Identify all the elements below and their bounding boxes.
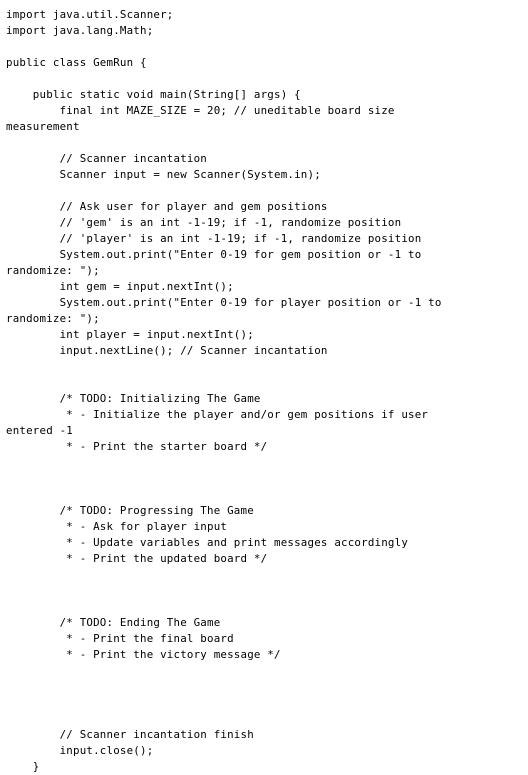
- code-line: [6, 471, 522, 487]
- code-line: /* TODO: Ending The Game: [6, 616, 221, 629]
- code-line: // 'gem' is an int -1-19; if -1, randomize position: [6, 216, 402, 229]
- code-line: [6, 487, 522, 503]
- code-line: import java.lang.Math;: [6, 24, 154, 37]
- code-line: input.nextLine(); // Scanner incantation: [6, 344, 328, 357]
- code-line: measurement: [6, 120, 80, 133]
- code-line: // Scanner incantation finish: [6, 728, 254, 741]
- code-line: [6, 583, 522, 599]
- code-line: [6, 135, 522, 151]
- code-line: }: [6, 760, 40, 773]
- code-line: [6, 71, 522, 87]
- code-line: // Ask user for player and gem positions: [6, 200, 328, 213]
- code-line: public class GemRun {: [6, 56, 147, 69]
- code-line: Scanner input = new Scanner(System.in);: [6, 168, 321, 181]
- code-line: * - Print the updated board */: [6, 552, 268, 565]
- code-line: int player = input.nextInt();: [6, 328, 254, 341]
- code-line: * - Print the starter board */: [6, 440, 268, 453]
- code-line: * - Print the final board: [6, 632, 234, 645]
- code-line: [6, 359, 522, 375]
- code-line: * - Update variables and print messages accordingly: [6, 536, 409, 549]
- code-line: [6, 375, 522, 391]
- code-line: input.close();: [6, 744, 154, 757]
- code-line: /* TODO: Initializing The Game: [6, 392, 261, 405]
- code-line: [6, 39, 522, 55]
- code-line: import java.util.Scanner;: [6, 8, 174, 21]
- code-line: int gem = input.nextInt();: [6, 280, 234, 293]
- code-line: [6, 695, 522, 711]
- code-line: System.out.print("Enter 0-19 for player position or -1 to: [6, 296, 442, 309]
- code-line: final int MAZE_SIZE = 20; // uneditable board size: [6, 104, 395, 117]
- code-line: * - Print the victory message */: [6, 648, 281, 661]
- code-line: /* TODO: Progressing The Game: [6, 504, 254, 517]
- code-line: * - Initialize the player and/or gem positions if user: [6, 408, 429, 421]
- code-line: [6, 663, 522, 679]
- code-line: * - Ask for player input: [6, 520, 228, 533]
- code-line: // 'player' is an int -1-19; if -1, randomize position: [6, 232, 422, 245]
- code-line: System.out.print("Enter 0-19 for gem position or -1 to: [6, 248, 422, 261]
- code-line: [6, 711, 522, 727]
- code-line: randomize: ");: [6, 264, 100, 277]
- code-line: randomize: ");: [6, 312, 100, 325]
- code-line: public static void main(String[] args) {: [6, 88, 301, 101]
- code-line: [6, 599, 522, 615]
- code-line: [6, 183, 522, 199]
- code-line: [6, 567, 522, 583]
- java-source-code: [6, 7, 522, 775]
- code-line: entered -1: [6, 424, 74, 437]
- code-line: [6, 679, 522, 695]
- code-line: // Scanner incantation: [6, 152, 208, 165]
- code-line: [6, 455, 522, 471]
